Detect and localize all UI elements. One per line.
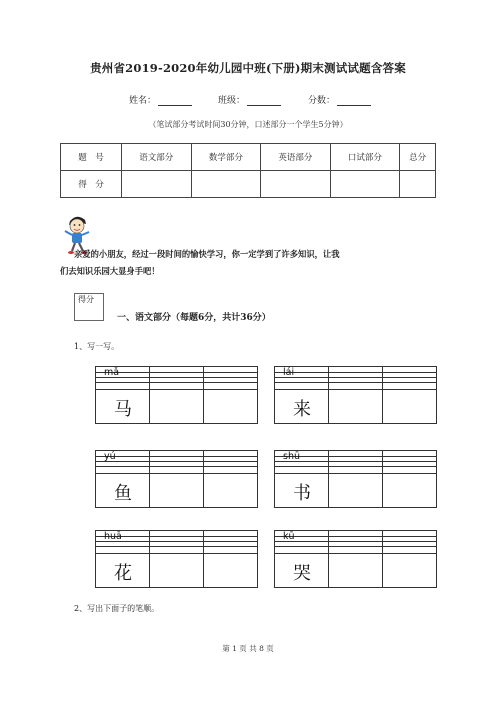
header-cell: 数学部分 — [191, 144, 261, 171]
pinyin-label: mǎ — [104, 367, 120, 378]
name-field — [129, 93, 192, 106]
score-box-label: 得分 — [78, 295, 94, 304]
writing-card — [274, 450, 437, 508]
exam-note: （笔试部分考试时间30分钟，口述部分一个学生5分钟） — [148, 120, 348, 129]
class-field — [218, 93, 281, 106]
section-title: 一、语文部分（每题6分，共计36分） — [117, 313, 271, 323]
writing-card — [274, 530, 437, 588]
hanzi-char: 来 — [293, 399, 311, 420]
name-label: 姓名： — [129, 96, 157, 106]
writing-card — [95, 366, 258, 424]
question-1: 1、写一写。 — [74, 342, 120, 351]
hanzi-char: 书 — [293, 483, 311, 504]
writing-card — [274, 366, 437, 424]
intro-text — [60, 246, 444, 280]
score-cell — [122, 171, 192, 198]
score-table — [60, 143, 436, 198]
score-field — [308, 93, 371, 106]
intro-line-1: 亲爱的小朋友，经过一段时间的愉快学习，你一定学到了许多知识，让我 — [74, 249, 340, 259]
pinyin-label: kū — [283, 531, 295, 542]
class-blank — [247, 97, 281, 106]
hanzi-char: 马 — [114, 399, 132, 420]
pinyin-label: lái — [283, 367, 295, 378]
class-label: 班级： — [218, 96, 246, 106]
page-title: 贵州省2019-2020年幼儿园中班(下册)期末测试试题含答案 — [90, 61, 406, 75]
hanzi-char: 鱼 — [114, 483, 132, 504]
header-cell: 总分 — [400, 144, 436, 171]
name-blank — [158, 97, 192, 106]
question-2: 2、写出下面子的笔顺。 — [74, 604, 160, 613]
pinyin-label: yú — [104, 451, 116, 462]
score-cell — [261, 171, 331, 198]
score-cell — [330, 171, 400, 198]
score-table-header-row — [61, 144, 436, 171]
score-cell — [191, 171, 261, 198]
writing-card — [95, 450, 258, 508]
score-blank — [337, 97, 371, 106]
header-cell: 英语部分 — [261, 144, 331, 171]
pinyin-label: huā — [104, 531, 122, 542]
header-cell: 语文部分 — [122, 144, 192, 171]
score-label: 分数： — [308, 96, 336, 106]
score-box — [74, 293, 104, 321]
score-table-row — [61, 171, 436, 198]
hanzi-char: 花 — [114, 563, 132, 584]
pinyin-label: shū — [283, 451, 300, 462]
score-cell — [400, 171, 436, 198]
hanzi-char: 哭 — [293, 563, 311, 584]
page-footer: 第 1 页 共 8 页 — [222, 644, 274, 653]
header-cell: 题 号 — [61, 144, 122, 171]
row-label: 得 分 — [61, 171, 122, 198]
writing-card — [95, 530, 258, 588]
intro-line-2: 们去知识乐园大显身手吧！ — [60, 266, 160, 276]
header-cell: 口试部分 — [330, 144, 400, 171]
